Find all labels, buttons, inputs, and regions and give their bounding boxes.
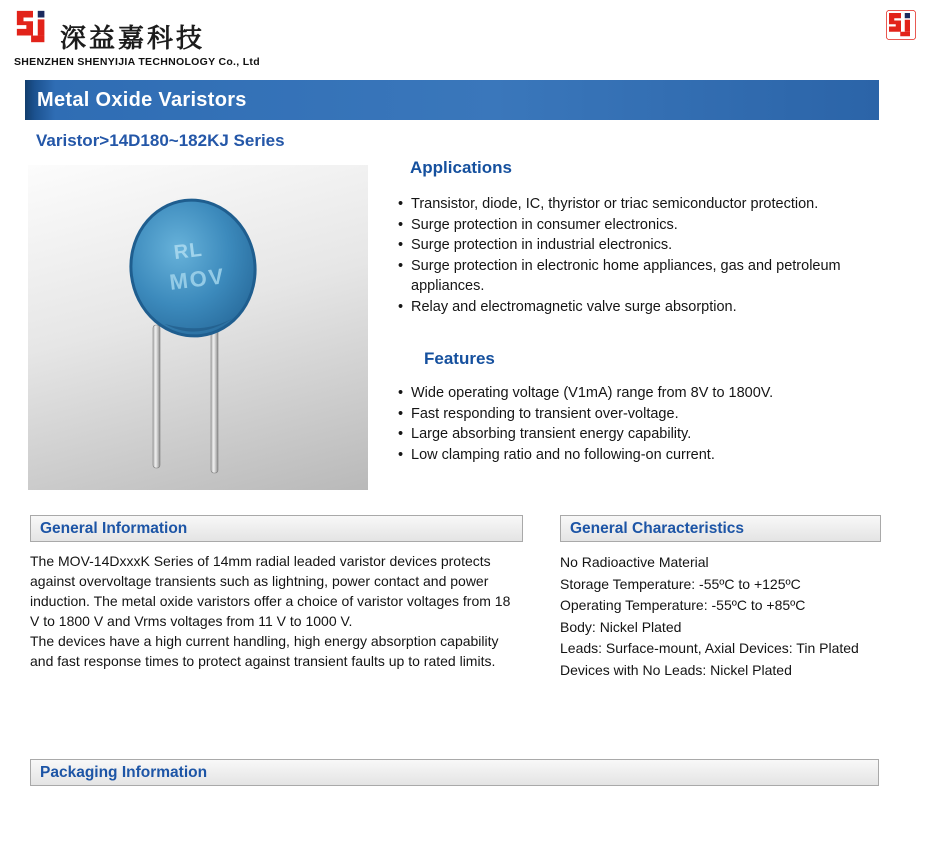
application-item: • Surge protection in consumer electronics.: [398, 215, 904, 236]
characteristic-line: Operating Temperature: -55ºC to +85ºC: [560, 597, 806, 613]
general-information-section: [30, 515, 523, 671]
disc-label-rl: RL: [172, 238, 204, 265]
application-item: • Surge protection in industrial electronics.: [398, 235, 904, 256]
feature-item: • Fast responding to transient over-voltage.: [398, 404, 904, 425]
series-title: Varistor>14D180~182KJ Series: [36, 131, 285, 150]
packaging-information-header: [30, 759, 879, 786]
general-information-paragraph: The MOV-14DxxxK Series of 14mm radial leaded varistor devices protects against overvoltage transients such as lightning, power contact and power induction. The metal oxide varistors offer a choice of varistor voltages from 18 V to 1800 V and Vrms voltages from 11 V to 1000 V.: [30, 553, 511, 629]
feature-item: • Wide operating voltage (V1mA) range from 8V to 1800V.: [398, 383, 904, 404]
feature-item: • Low clamping ratio and no following-on current.: [398, 445, 904, 466]
characteristic-line: No Radioactive Material: [560, 554, 709, 570]
features-list: [398, 383, 904, 465]
right-column: [398, 158, 904, 465]
company-logo-small-icon: [886, 10, 916, 40]
general-information-text: [30, 542, 523, 671]
application-item: • Transistor, diode, IC, thyristor or triac semiconductor protection.: [398, 194, 904, 215]
general-information-header: [30, 515, 523, 542]
general-characteristics-text: [560, 542, 881, 681]
company-logo-icon: [14, 8, 52, 46]
company-name-chinese: 深益嘉科技: [60, 23, 206, 53]
company-name-english: SHENZHEN SHENYIJIA TECHNOLOGY Co., Ltd: [14, 56, 260, 68]
feature-item: • Large absorbing transient energy capability.: [398, 424, 904, 445]
general-information-title: General Information: [40, 519, 188, 537]
disc-label-mov: MOV: [168, 263, 227, 295]
characteristic-line: Storage Temperature: -55ºC to +125ºC: [560, 575, 801, 592]
packaging-information-section: [30, 759, 879, 786]
varistor-illustration: [28, 165, 368, 490]
page-title-banner: [25, 80, 879, 120]
general-characteristics-title: General Characteristics: [570, 519, 745, 537]
characteristic-line: Devices with No Leads: Nickel Plated: [560, 661, 792, 678]
general-characteristics-header: [560, 515, 881, 542]
characteristic-line: Body: Nickel Plated: [560, 618, 682, 635]
general-information-paragraph: The devices have a high current handling, high energy absorption capability and fast response times to protect against transient faults up to rated limits.: [30, 633, 499, 669]
characteristic-line: Leads: Surface-mount, Axial Devices: Tin Plated: [560, 640, 859, 656]
page-title: Metal Oxide Varistors: [37, 88, 247, 111]
general-characteristics-section: [560, 515, 881, 681]
varistor-lead-left: [153, 325, 160, 468]
packaging-information-title: Packaging Information: [40, 763, 208, 781]
application-item: • Surge protection in electronic home appliances, gas and petroleum appliances.: [398, 256, 904, 297]
product-image: [28, 165, 368, 490]
applications-list: [398, 194, 904, 317]
application-item: • Relay and electromagnetic valve surge absorption.: [398, 297, 904, 318]
applications-heading: Applications: [410, 158, 513, 177]
features-heading: Features: [424, 349, 495, 368]
varistor-lead-right: [211, 325, 218, 473]
